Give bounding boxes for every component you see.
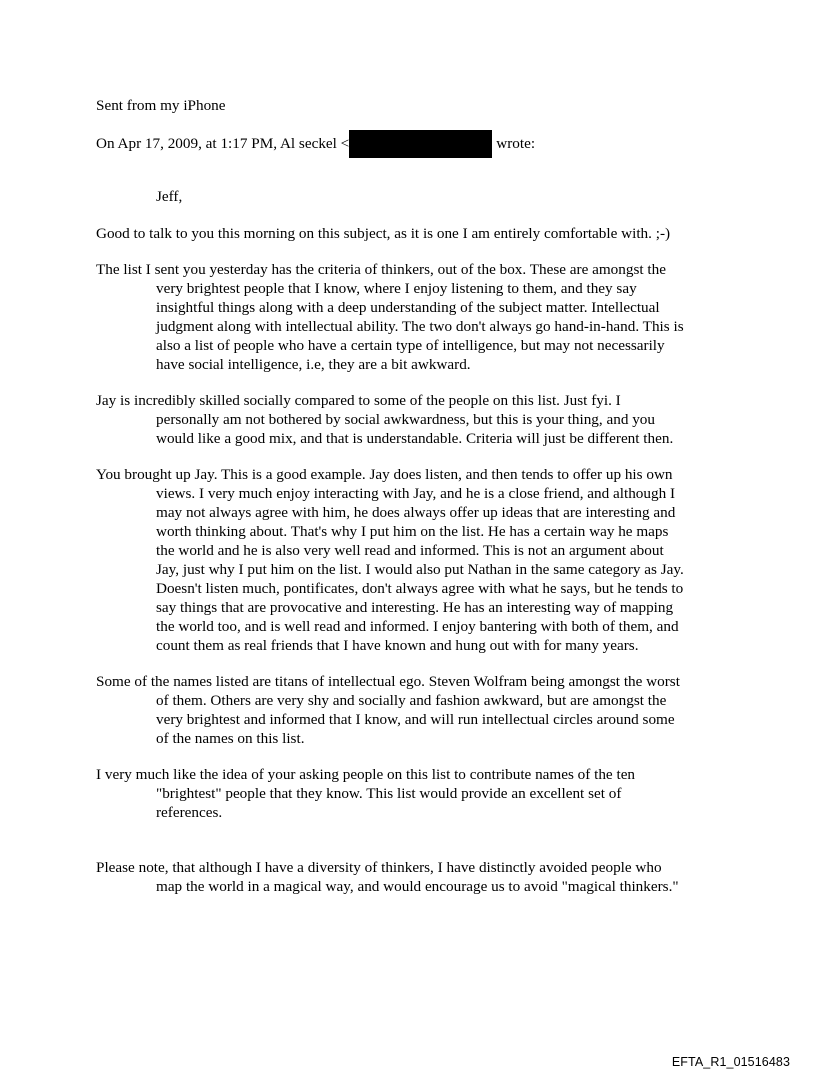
paragraph-7: Please note, that although I have a diversity of thinkers, I have distinctly avoided people who map the world in a magical way, and would encourage us to avoid "magical thinkers." bbox=[96, 859, 679, 895]
sent-from-line: Sent from my iPhone bbox=[96, 97, 226, 114]
paragraph-4: You brought up Jay. This is a good example. Jay does listen, and then tends to offer up his own views. I very much enjoy interacting with Jay, and he is a close friend, and although I may not always agree with him, he does always offer up ideas that are interesting and worth thinking about. That's why I put him on the list. He has a certain way he maps the world and he is also very well read and informed. This is not an argument about Jay, just why I put him on the list. I would also put Nathan in the same category as Jay. Doesn't listen much, pontificates, don't always agree with what he says, but he tends to say things that are provocative and interesting. He has an interesting way of mapping the world too, and is well read and informed. I enjoy bantering with both of them, and count them as real friends that I have known and hung out with for many years. bbox=[96, 466, 684, 654]
paragraph-3: Jay is incredibly skilled socially compared to some of the people on this list. Just fyi. I personally am not bothered by social awkwardness, but this is your thing, and you would like a good mix, and that is understandable. Criteria will just be different then. bbox=[96, 392, 674, 447]
quoted-header bbox=[96, 132, 686, 156]
redaction-block bbox=[349, 130, 492, 158]
paragraph-1: Good to talk to you this morning on this subject, as it is one I am entirely comfortable with. ;-) bbox=[96, 225, 671, 242]
paragraph-6: I very much like the idea of your asking people on this list to contribute names of the ten "brightest" people that they know. This list would provide an excellent set of references. bbox=[96, 766, 636, 821]
salutation: Jeff, bbox=[156, 188, 183, 205]
document-id-footer: EFTA_R1_01516483 bbox=[671, 1055, 790, 1069]
paragraph-2: The list I sent you yesterday has the criteria of thinkers, out of the box. These are amongst the very brightest people that I know, where I enjoy listening to them, and they say insightful things along with a deep understanding of the subject matter. Intellectual judgment along with intellectual ability. The two don't always go hand-in-hand. This is also a list of people who have a certain type of intelligence, but may not necessarily have social intelligence, i.e, they are a bit awkward. bbox=[96, 261, 684, 373]
paragraph-5: Some of the names listed are titans of intellectual ego. Steven Wolfram being amongst the worst of them. Others are very shy and socially and fashion awkward, but are amongst the very brightest and informed that I know, and will run intellectual circles around some of the names on this list. bbox=[96, 673, 680, 747]
quoted-header-suffix: wrote: bbox=[496, 135, 536, 152]
quoted-header-prefix: On Apr 17, 2009, at 1:17 PM, Al seckel < bbox=[96, 135, 350, 152]
email-body bbox=[96, 96, 686, 913]
